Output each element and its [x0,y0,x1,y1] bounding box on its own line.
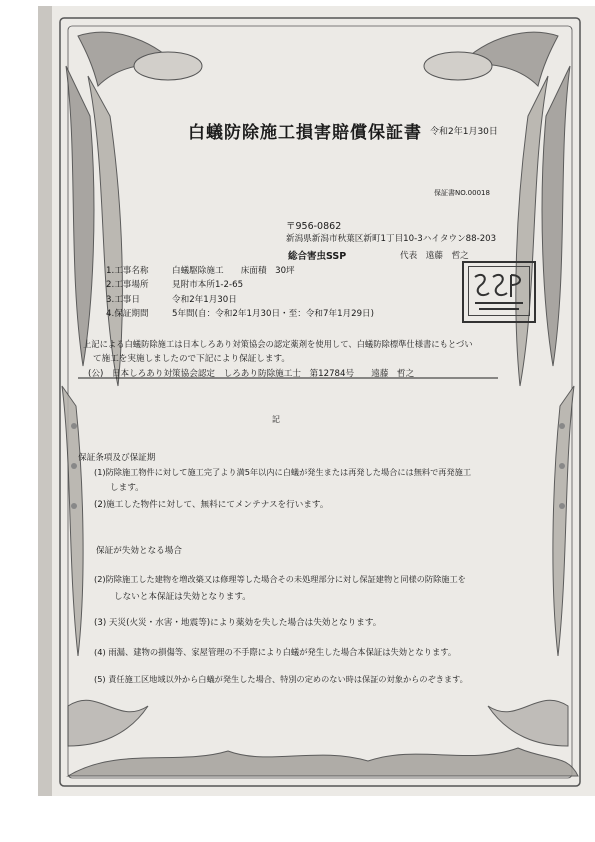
guarantee-item-2: (2)施工した物件に対して、無料にてメンテナスを行います。 [94,500,329,510]
guarantee-item-1: (1)防除施工物件に対して施工完了より満5年以内に白蟻が発生または再発した場合には無料で再発施工 [94,467,472,477]
item-value-3: 令和2年1月30日 [172,295,237,305]
item-value-1: 白蟻駆除施工 床面積 30坪 [172,266,295,276]
issuer-address: 新潟県新潟市秋葉区新町1丁目10-3ハイタウン88-203 [286,234,497,244]
border-dots [71,423,565,509]
issue-date: 令和2年1月30日 [430,127,498,137]
top-cloud-ornament [134,52,492,80]
issuer-company: 総合害虫SSP [288,251,347,262]
invalid-item-2: (2)防除施工した建物を増改築又は修理等した場合その未処理部分に対し保証建物と同様の防除施工を [94,574,466,584]
item-label-2: 2.工事場所 [106,280,149,290]
invalid-item-3: (3) 天災(火災・水害・地震等)により薬効を失した場合は失効となります。 [94,618,382,628]
document-title: 白蟻防除施工損害賠償保証書 [188,123,422,143]
invalid-heading: 保証が失効となる場合 [96,546,182,556]
statement-line-2: て施工を実施しましたので下記により保証します。 [93,354,290,364]
statement-line-1: 上記による白蟻防除施工は日本しろあり対策協会の認定薬剤を使用して、白蟻防除標準仕様書にもとづい [83,339,473,349]
guarantee-heading: 保証条項及び保証期 [78,453,156,463]
item-value-4: 5年間(自：令和2年1月30日・至：令和7年1月29日) [172,309,375,319]
ki-marker: 記 [272,415,280,424]
issuer-representative: 代表 遠藤 哲之 [400,251,469,261]
item-label-3: 3.工事日 [106,295,140,305]
statement-line-3: (公) 日本しろあり対策協会認定 しろあり防除施工士 第12784号 遠藤 哲之 [88,369,415,379]
invalid-item-5: (5) 責任施工区地域以外から白蟻が発生した場合、特別の定めのない時は保証の対象からのぞきます。 [94,674,468,684]
document-number: 保証書NO.00018 [434,189,490,197]
invalid-item-4: (4) 雨漏、建物の損傷等、家屋管理の不手際により白蟻が発生した場合本保証は失効となります。 [94,647,457,657]
bottom-foliage-ornament [68,700,578,776]
item-value-2: 見附市本所1-2-65 [172,280,244,290]
seal-inner-border [468,266,530,316]
guarantee-item-1-cont: します。 [110,483,144,493]
item-label-1: 1.工事名称 [106,266,149,276]
invalid-item-2-cont: しないと本保証は失効となります。 [114,592,251,602]
seal-lettering [469,267,529,315]
item-label-4: 4.保証期間 [106,309,149,319]
company-seal [462,261,536,323]
scanned-certificate [38,6,595,796]
issuer-zip: 〒956-0862 [286,221,342,232]
